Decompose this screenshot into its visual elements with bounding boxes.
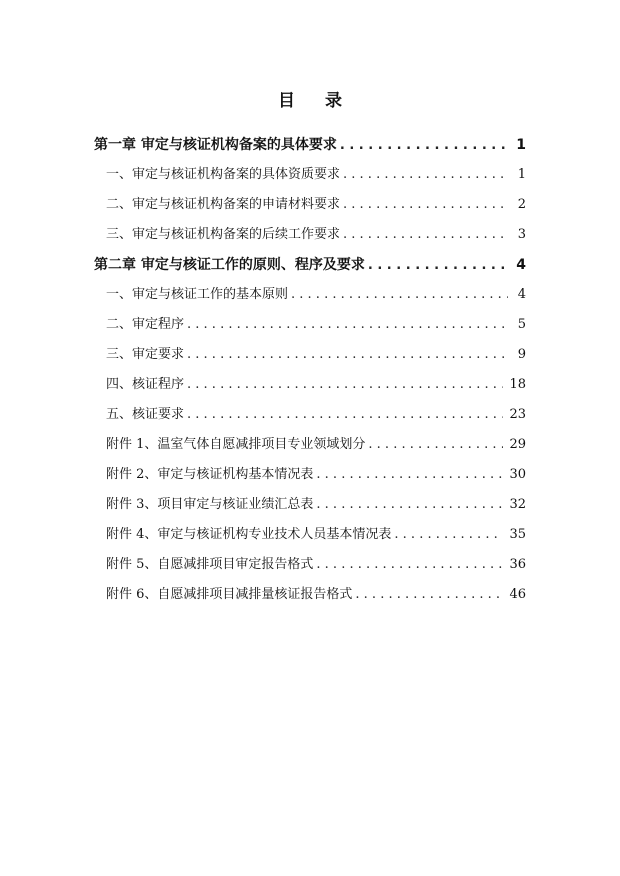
toc-entry-page: 3	[517, 227, 526, 242]
toc-entry-label: 二、审定与核证机构备案的申请材料要求	[106, 197, 341, 212]
dot-leader	[343, 224, 508, 246]
toc-entry-label: 三、审定要求	[106, 347, 185, 362]
toc-entry[interactable]	[106, 464, 526, 486]
toc-entry-label: 附件 4、审定与核证机构专业技术人员基本情况表	[106, 527, 392, 542]
toc-entry-label: 三、审定与核证机构备案的后续工作要求	[106, 227, 341, 242]
toc-entry-label: 附件 6、自愿减排项目减排量核证报告格式	[106, 587, 353, 602]
toc-entry-label: 二、审定程序	[106, 317, 185, 332]
dot-leader	[343, 194, 508, 216]
toc-entry[interactable]	[106, 584, 526, 606]
toc-entry-label: 一、审定与核证工作的基本原则	[106, 287, 289, 302]
toc-entry-page: 18	[509, 377, 526, 392]
dot-leader	[187, 314, 508, 336]
dot-leader	[187, 374, 503, 396]
dot-leader	[368, 255, 508, 277]
toc-entry[interactable]	[106, 224, 526, 246]
toc-entry-label: 第二章 审定与核证工作的原则、程序及要求	[94, 257, 365, 273]
dot-leader	[316, 554, 503, 576]
dot-leader	[394, 524, 503, 546]
toc-entry[interactable]	[106, 344, 526, 366]
toc-entry-page: 1	[517, 167, 526, 182]
dot-leader	[291, 284, 508, 306]
toc-entry-page: 36	[509, 557, 526, 572]
toc-entry[interactable]	[106, 374, 526, 396]
dot-leader	[343, 164, 508, 186]
toc-entry-page: 9	[517, 347, 526, 362]
toc-entry-page: 35	[509, 527, 526, 542]
toc-entry-page: 30	[509, 467, 526, 482]
toc-entry[interactable]	[94, 254, 526, 276]
dot-leader	[355, 584, 503, 606]
dot-leader	[340, 135, 508, 157]
toc-entry-page: 1	[516, 137, 526, 153]
toc-entry[interactable]	[94, 134, 526, 156]
toc-entry[interactable]	[106, 524, 526, 546]
toc-entry[interactable]	[106, 554, 526, 576]
dot-leader	[316, 494, 503, 516]
toc-entry-page: 4	[517, 287, 526, 302]
toc-entry-label: 五、核证要求	[106, 407, 185, 422]
toc-entry[interactable]	[106, 194, 526, 216]
toc-entry-label: 四、核证程序	[106, 377, 185, 392]
toc-entry-page: 4	[516, 257, 526, 273]
toc-entry-label: 附件 5、自愿减排项目审定报告格式	[106, 557, 314, 572]
toc-entry[interactable]	[106, 314, 526, 336]
toc-entry-label: 附件 1、温室气体自愿减排项目专业领域划分	[106, 437, 366, 452]
toc-entry-page: 32	[509, 497, 526, 512]
dot-leader	[187, 344, 508, 366]
toc-entry-label: 一、审定与核证机构备案的具体资质要求	[106, 167, 341, 182]
toc-entry[interactable]	[106, 164, 526, 186]
toc-entry-page: 2	[517, 197, 526, 212]
toc-entry-label: 附件 2、审定与核证机构基本情况表	[106, 467, 314, 482]
toc-entry-page: 5	[517, 317, 526, 332]
toc-entry-label: 第一章 审定与核证机构备案的具体要求	[94, 137, 337, 153]
toc-entry-label: 附件 3、项目审定与核证业绩汇总表	[106, 497, 314, 512]
dot-leader	[187, 404, 503, 426]
toc-title: 目 录	[278, 91, 354, 111]
toc-entry[interactable]	[106, 404, 526, 426]
toc-entry[interactable]	[106, 434, 526, 456]
toc-entry[interactable]	[106, 284, 526, 306]
toc-entry-page: 29	[509, 437, 526, 452]
dot-leader	[368, 434, 503, 456]
toc-entry-page: 23	[509, 407, 526, 422]
toc-entry-page: 46	[509, 587, 526, 602]
toc-entry[interactable]	[106, 494, 526, 516]
dot-leader	[316, 464, 503, 486]
